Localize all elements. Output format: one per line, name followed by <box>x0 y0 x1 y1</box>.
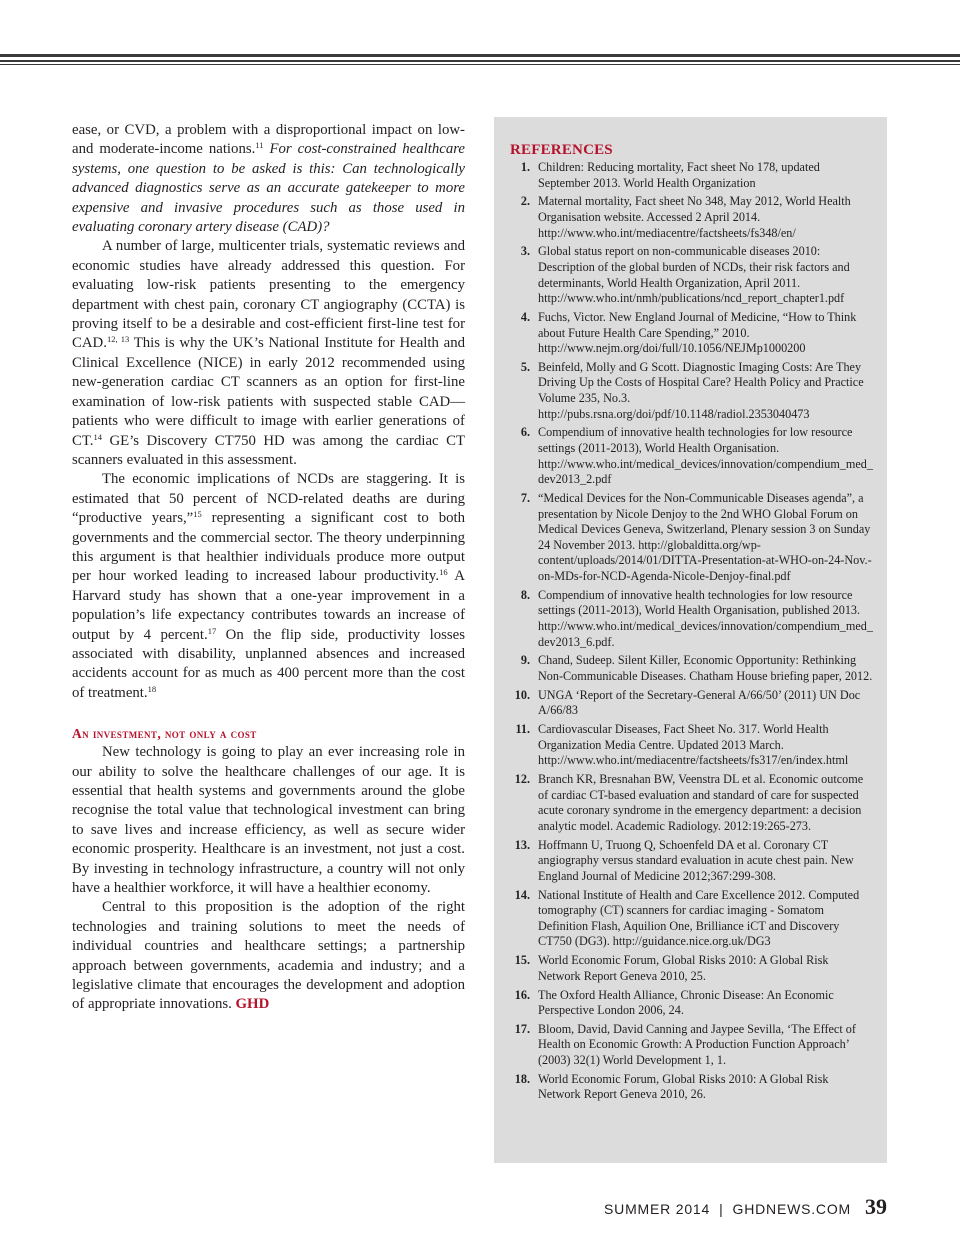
footer-separator: | <box>719 1201 724 1217</box>
reference-text: Compendium of innovative health technologies for low resource settings (2011-2013), World Health Organisation, published 2013. http://www.who.int/medical_devices/innovation/compendium_med_dev2013_6.pdf. <box>538 587 873 649</box>
reference-item <box>508 838 873 885</box>
reference-text: Fuchs, Victor. New England Journal of Medicine, “How to Think about Future Health Care Spending,” 2010. http://www.nejm.org/doi/full/10.1056/NEJMp1000200 <box>538 309 857 356</box>
reference-item <box>508 988 873 1019</box>
paragraph-3: The economic implications of NCDs are staggering. It is estimated that 50 percent of NCD-related deaths are during “productive years,”$^{15}$ representing a significant cost to both governments and the commercial sector. The theory underpinning this argument is that healthier individuals produce more output per hour worked leading to increased labour productivity.$^{16}$ A Harvard study has shown that a one-year improvement in a population’s life expectancy contributes towards an increase of output by 4 percent.$^{17}$ On the flip side, productivity losses associated with disability, unplanned absences and increased accidents account for as much as 400 percent more than the cost of treatment.$^{18}$ <box>72 471 466 701</box>
reference-item <box>508 588 873 650</box>
reference-item <box>508 1072 873 1103</box>
header-rules <box>0 54 960 65</box>
reference-text: Hoffmann U, Truong Q, Schoenfeld DA et al. Coronary CT angiography versus standard evaluation in acute chest pain. New England Journal of Medicine 2012;367:299-308. <box>538 837 854 883</box>
reference-text: National Institute of Health and Care Excellence 2012. Computed tomography (CT) scanners for cardiac imaging - Somatom Definition Flash, Aquilion One, Brilliance iCT and Discovery CT750 (DG3). http://guidance.nice.org.uk/DG3 <box>538 887 860 949</box>
reference-text: Cardiovascular Diseases, Fact Sheet No. 317. World Health Organization Media Centre. Updated 2013 March. http://www.who.int/mediacentre/factsheets/fs317/en/index.html <box>538 722 849 768</box>
reference-item <box>508 425 873 487</box>
paragraph-1: ease, or CVD, a problem with a disproportional impact on low- and moderate-income nations.$^{11}$ For cost-constrained healthcare systems, one question to be asked is this: Can technologically advanced diagnostics serve as an accurate gatekeeper to more expensive and invasive procedures such as those used in evaluating coronary artery disease (CAD)? <box>72 122 466 236</box>
end-mark: GHD <box>235 996 270 1013</box>
reference-text: Beinfeld, Molly and G Scott. Diagnostic Imaging Costs: Are They Driving Up the Costs of Hospital Care? Health Policy and Practice Volume 235, No.3. http://pubs.rsna.org/doi/pdf/10.1148/radiol.2353040473 <box>538 359 864 421</box>
reference-number: 10. <box>514 687 530 702</box>
reference-item <box>508 1022 873 1069</box>
reference-number: 15. <box>514 953 530 968</box>
reference-text: Global status report on non-communicable diseases 2010: Description of the global burden of NCDs, their risk factors and determinants, World Health Organization, April 2011. http://www.who.int/nmh/publications/ncd_report_chapter1.pdf <box>538 244 850 306</box>
reference-item <box>508 772 873 834</box>
reference-item <box>508 310 873 357</box>
reference-number: 7. <box>520 491 530 505</box>
article-body <box>72 121 465 1015</box>
reference-number: 16. <box>514 987 530 1002</box>
reference-text: Branch KR, Bresnahan BW, Veenstra DL et al. Economic outcome of cardiac CT-based evaluation and standard of care for suspected acute coronary syndrome in the emergency department: a decision analytic model. Academic Radiology. 2012:19:265-273. <box>538 772 864 833</box>
footer-site: GHDNEWS.COM <box>732 1201 851 1217</box>
reference-item <box>508 653 873 684</box>
paragraph-5: Central to this proposition is the adoption of the right technologies and training solutions to meet the needs of individual countries and healthcare settings; a partnership approach between governments, academia and industry; and a legislative climate that encourages the development and adoption of appropriate innovations. GHD <box>72 899 465 1013</box>
reference-text: Chand, Sudeep. Silent Killer, Economic Opportunity: Rethinking Non-Communicable Diseases. Chatham House briefing paper, 2012. <box>538 653 873 683</box>
reference-text: “Medical Devices for the Non-Communicable Diseases agenda”, a presentation by Nicole Denjoy to the 2nd WHO Global Forum on Medical Devices Geneva, Switzerland, Plenary session 3 on Sunday 24 November 2013. http://globalditta.org/wp-content/uploads/2014/01/DITTA-Presentation-at-WHO-on-24-Nov.-on-MDs-for-NCD-Agenda-Nicole-Denjoy-final.pdf <box>538 491 872 583</box>
reference-item <box>508 491 873 585</box>
paragraph-4: New technology is going to play an ever increasing role in our ability to solve the healthcare challenges of our age. It is essential that health systems and governments around the globe recognise the total value that technological investment can bring to save lives and increase efficiency, as well as secure wider economic prosperity. Healthcare is an investment, not just a cost. By investing in technology infrastructure, a country will not only have a healthier workforce, it will have a healthier economy. <box>72 744 465 897</box>
paragraph-2: A number of large, multicenter trials, systematic reviews and economic studies have already addressed this question. For evaluating low-risk patients presenting to the emergency department with chest pain, coronary CT angiography (CCTA) is proving itself to be a desirable and cost-efficient first-line test for CAD.$^{12, 13}$ This is why the UK’s National Institute for Health and Clinical Excellence (NICE) in early 2012 recommended using new-generation cardiac CT scanners as an option for first-line examination of low-risk patients with suspected stable CAD—patients who were difficult to image with earlier generations of CT.$^{14}$ GE’s Discovery CT750 HD was among the cardiac CT scanners evaluated in this assessment. <box>72 238 465 468</box>
references-box <box>494 117 887 1163</box>
reference-text: Bloom, David, David Canning and Jaypee Sevilla, ‘The Effect of Health on Economic Growth: A Production Function Approach’ (2003) 32(1) World Development 1, 1. <box>538 1021 856 1068</box>
reference-number: 13. <box>514 837 530 852</box>
reference-text: World Economic Forum, Global Risks 2010: A Global Risk Network Report Geneva 2010, 26. <box>538 1071 829 1102</box>
reference-number: 11. <box>515 722 530 737</box>
references-title: REFERENCES <box>510 142 613 158</box>
reference-text: Children: Reducing mortality, Fact sheet No 178, updated September 2013. World Health Organization <box>538 160 820 190</box>
section-heading: An investment, not only a cost <box>72 726 257 742</box>
reference-item <box>508 160 873 191</box>
reference-number: 2. <box>520 194 530 209</box>
page-footer <box>604 1194 887 1220</box>
page-number: 39 <box>865 1194 887 1219</box>
reference-number: 18. <box>514 1071 530 1086</box>
reference-text: The Oxford Health Alliance, Chronic Disease: An Economic Perspective London 2006, 24. <box>538 987 834 1018</box>
reference-number: 5. <box>520 359 530 374</box>
reference-number: 12. <box>514 772 530 787</box>
reference-item <box>508 888 873 950</box>
reference-item <box>508 194 873 241</box>
reference-number: 14. <box>514 887 530 902</box>
references-list <box>508 160 873 1103</box>
reference-number: 17. <box>514 1021 530 1036</box>
reference-text: World Economic Forum, Global Risks 2010: A Global Risk Network Report Geneva 2010, 25. <box>538 953 829 983</box>
reference-number: 8. <box>520 587 530 602</box>
reference-item <box>508 688 873 719</box>
reference-number: 3. <box>520 244 530 259</box>
reference-text: UNGA ‘Report of the Secretary-General A/66/50’ (2011) UN Doc A/66/83 <box>538 687 861 718</box>
reference-item <box>508 953 873 984</box>
reference-text: Maternal mortality, Fact sheet No 348, May 2012, World Health Organisation website. Accessed 2 April 2014. http://www.who.int/mediacentre/factsheets/fs348/en/ <box>538 194 851 240</box>
reference-item <box>508 360 873 422</box>
reference-item <box>508 722 873 769</box>
reference-number: 4. <box>520 309 530 324</box>
reference-number: 9. <box>520 653 530 668</box>
footer-issue: SUMMER 2014 <box>604 1201 711 1217</box>
reference-number: 1. <box>520 160 530 174</box>
reference-number: 6. <box>520 425 530 440</box>
reference-item <box>508 244 873 306</box>
reference-text: Compendium of innovative health technologies for low resource settings (2011-2013), World Health Organisation. http://www.who.int/medical_devices/innovation/compendium_med_dev2013_2.pdf <box>538 425 873 487</box>
